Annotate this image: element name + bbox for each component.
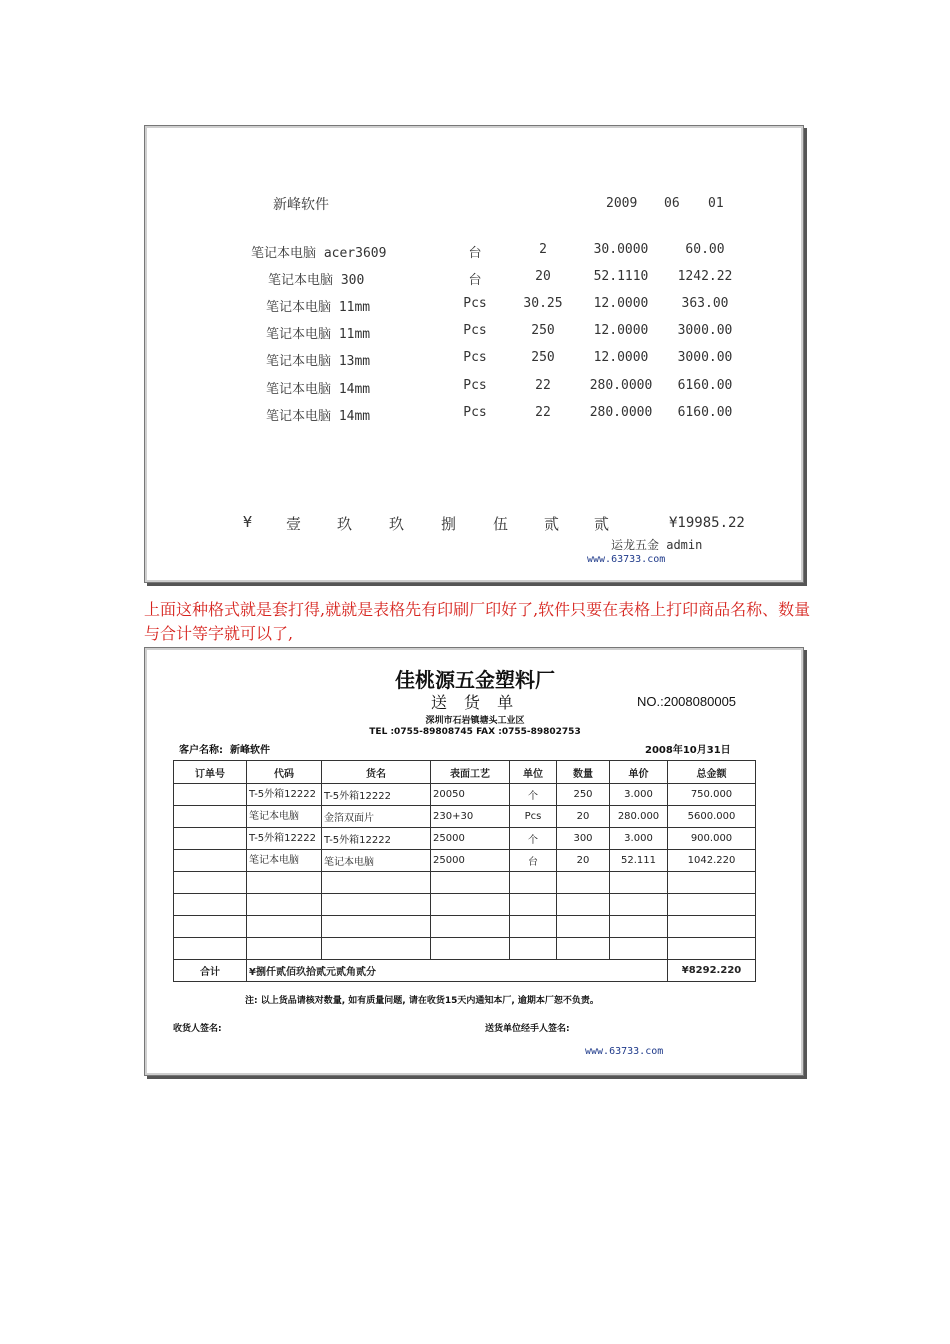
column-header: 数量 bbox=[557, 761, 610, 784]
column-header: 货名 bbox=[322, 761, 431, 784]
printout-total-amount: ¥19985.22 bbox=[669, 515, 745, 531]
column-header: 总金额 bbox=[668, 761, 756, 784]
table-cell: 230+30 bbox=[431, 806, 510, 828]
printout-item-price: 12.0000 bbox=[593, 323, 649, 338]
table-cell bbox=[510, 938, 557, 960]
table-cell bbox=[557, 872, 610, 894]
table-cell: T-5外箱12222 bbox=[247, 784, 322, 806]
table-cell: 笔记本电脑 bbox=[247, 850, 322, 872]
delivery-customer bbox=[179, 741, 270, 756]
table-cell: 900.000 bbox=[668, 828, 756, 850]
printout-item-amount: 6160.00 bbox=[677, 378, 733, 393]
printout-item-name: 笔记本电脑 14mm bbox=[266, 409, 371, 424]
printout-item-unit: Pcs bbox=[463, 378, 487, 393]
table-cell: 笔记本电脑 bbox=[322, 850, 431, 872]
printout-total-char: 贰 bbox=[594, 515, 610, 533]
table-row bbox=[174, 784, 756, 806]
printout-item-name: 笔记本电脑 13mm bbox=[266, 354, 371, 369]
table-cell bbox=[668, 916, 756, 938]
table-cell: 25000 bbox=[431, 850, 510, 872]
delivery-note: 注: 以上货品请核对数量, 如有质量问题, 请在收货15天内通知本厂, 逾期本厂恕不负责。 bbox=[245, 996, 599, 1006]
total-label: 合计 bbox=[174, 960, 247, 982]
printout-item-name: 笔记本电脑 300 bbox=[268, 273, 365, 288]
table-cell bbox=[174, 872, 247, 894]
printout-total-char: 玖 bbox=[337, 515, 353, 533]
table-cell bbox=[610, 938, 668, 960]
table-cell bbox=[557, 938, 610, 960]
printout-item-price: 52.1110 bbox=[593, 269, 649, 284]
printout-item-amount: 1242.22 bbox=[677, 269, 733, 284]
table-row bbox=[174, 850, 756, 872]
table-cell bbox=[610, 916, 668, 938]
printout-total-char: 伍 bbox=[493, 515, 509, 533]
total-in-words: ¥捌仟贰佰玖拾贰元贰角贰分 bbox=[247, 960, 668, 982]
table-cell: 300 bbox=[557, 828, 610, 850]
table-cell bbox=[431, 894, 510, 916]
table-cell bbox=[557, 916, 610, 938]
printout-total-char: 贰 bbox=[544, 515, 560, 533]
caption-text: 上面这种格式就是套打得,就就是表格先有印刷厂印好了,软件只要在表格上打印商品名称、数量与合计等字就可以了, bbox=[144, 600, 811, 643]
table-cell: 3.000 bbox=[610, 784, 668, 806]
printout-item-unit: Pcs bbox=[463, 350, 487, 365]
table-cell: 5600.000 bbox=[668, 806, 756, 828]
table-cell bbox=[557, 894, 610, 916]
printout-item-qty: 22 bbox=[535, 405, 551, 420]
table-cell bbox=[510, 916, 557, 938]
table-cell bbox=[610, 872, 668, 894]
column-header: 单价 bbox=[610, 761, 668, 784]
delivery-date: 2008年10月31日 bbox=[645, 745, 731, 756]
printout-item-amount: 3000.00 bbox=[677, 350, 733, 365]
printout-url: www.63733.com bbox=[587, 554, 666, 565]
printout-total-char: 捌 bbox=[441, 515, 457, 533]
table-cell: 20 bbox=[557, 806, 610, 828]
table-cell: 3.000 bbox=[610, 828, 668, 850]
delivery-subtitle: 送 货 单 bbox=[430, 693, 520, 712]
table-row bbox=[174, 938, 756, 960]
printout-item-qty: 20 bbox=[535, 269, 551, 284]
printout-company: 新峰软件 bbox=[273, 197, 329, 213]
printout-item-qty: 250 bbox=[531, 350, 555, 365]
table-cell: T-5外箱12222 bbox=[322, 828, 431, 850]
table-cell: 笔记本电脑 bbox=[247, 806, 322, 828]
total-amount: ¥8292.220 bbox=[668, 960, 756, 982]
table-cell bbox=[247, 894, 322, 916]
table-cell: 52.111 bbox=[610, 850, 668, 872]
table-cell bbox=[322, 916, 431, 938]
printout-item-name: 笔记本电脑 11mm bbox=[266, 300, 371, 315]
printout-item-price: 12.0000 bbox=[593, 350, 649, 365]
table-cell: 280.000 bbox=[610, 806, 668, 828]
table-cell bbox=[431, 872, 510, 894]
table-row bbox=[174, 806, 756, 828]
table-cell: 20050 bbox=[431, 784, 510, 806]
table-cell: 20 bbox=[557, 850, 610, 872]
table-cell bbox=[174, 784, 247, 806]
printout-item-amount: 363.00 bbox=[681, 296, 729, 311]
delivery-url: www.63733.com bbox=[585, 1046, 664, 1057]
printout-item-amount: 3000.00 bbox=[677, 323, 733, 338]
delivery-table bbox=[173, 760, 756, 982]
printout-date-day: 01 bbox=[708, 196, 724, 211]
table-cell bbox=[510, 872, 557, 894]
customer-name: 新峰软件 bbox=[229, 745, 270, 756]
printout-total-char: 壹 bbox=[286, 515, 302, 533]
preprinted-form-screenshot bbox=[144, 125, 804, 583]
table-cell: 25000 bbox=[431, 828, 510, 850]
printout-item-name: 笔记本电脑 14mm bbox=[266, 382, 371, 397]
printout-item-price: 280.0000 bbox=[589, 405, 653, 420]
column-header: 单位 bbox=[510, 761, 557, 784]
table-cell bbox=[510, 894, 557, 916]
table-cell bbox=[431, 916, 510, 938]
receiver-signature-label: 收货人签名: bbox=[173, 1024, 222, 1034]
table-header-row bbox=[174, 761, 756, 784]
table-cell bbox=[668, 894, 756, 916]
table-cell bbox=[431, 938, 510, 960]
printout-item-qty: 30.25 bbox=[523, 296, 563, 311]
table-row bbox=[174, 872, 756, 894]
printout-item-qty: 2 bbox=[539, 242, 547, 257]
printout-item-unit: Pcs bbox=[463, 296, 487, 311]
table-cell: 个 bbox=[510, 784, 557, 806]
table-cell bbox=[174, 938, 247, 960]
delivery-title: 佳桃源五金塑料厂 bbox=[395, 668, 555, 692]
column-header: 代码 bbox=[247, 761, 322, 784]
printout-total-char: 玖 bbox=[389, 515, 405, 533]
table-cell bbox=[668, 938, 756, 960]
printout-item-name: 笔记本电脑 acer3609 bbox=[251, 246, 387, 261]
printout-item-price: 280.0000 bbox=[589, 378, 653, 393]
table-cell: 1042.220 bbox=[668, 850, 756, 872]
table-cell bbox=[247, 872, 322, 894]
printout-item-price: 12.0000 bbox=[593, 296, 649, 311]
printout-total-char: ¥ bbox=[243, 513, 253, 531]
table-cell bbox=[247, 916, 322, 938]
printout-item-name: 笔记本电脑 11mm bbox=[266, 327, 371, 342]
table-cell bbox=[610, 894, 668, 916]
table-cell: 个 bbox=[510, 828, 557, 850]
table-cell: Pcs bbox=[510, 806, 557, 828]
column-header: 订单号 bbox=[174, 761, 247, 784]
delivery-note-screenshot bbox=[144, 647, 804, 1076]
delivery-tel-fax: TEL :0755-89808745 FAX :0755-89802753 bbox=[369, 727, 581, 737]
table-row bbox=[174, 828, 756, 850]
printout-item-qty: 22 bbox=[535, 378, 551, 393]
printout-footer: 运龙五金 admin bbox=[611, 538, 703, 552]
table-total-row bbox=[174, 960, 756, 982]
table-cell: 金箔双面片 bbox=[322, 806, 431, 828]
table-cell bbox=[174, 806, 247, 828]
customer-label: 客户名称: bbox=[179, 745, 223, 756]
printout-item-unit: Pcs bbox=[463, 405, 487, 420]
table-cell bbox=[247, 938, 322, 960]
table-cell: T-5外箱12222 bbox=[247, 828, 322, 850]
table-row bbox=[174, 894, 756, 916]
table-cell bbox=[668, 872, 756, 894]
printout-item-amount: 60.00 bbox=[685, 242, 725, 257]
table-cell bbox=[174, 850, 247, 872]
sender-signature-label: 送货单位经手人签名: bbox=[485, 1024, 570, 1034]
table-cell bbox=[174, 916, 247, 938]
table-cell bbox=[322, 894, 431, 916]
delivery-number: NO.:2008080005 bbox=[637, 694, 737, 709]
table-cell: 250 bbox=[557, 784, 610, 806]
printout-item-amount: 6160.00 bbox=[677, 405, 733, 420]
table-cell bbox=[322, 872, 431, 894]
printout-item-price: 30.0000 bbox=[593, 242, 649, 257]
printout-date-month: 06 bbox=[664, 196, 680, 211]
table-cell bbox=[322, 938, 431, 960]
printout-date-year: 2009 bbox=[606, 196, 638, 211]
printout-item-qty: 250 bbox=[531, 323, 555, 338]
table-row bbox=[174, 916, 756, 938]
printout-item-unit: 台 bbox=[468, 246, 482, 261]
printout-item-unit: 台 bbox=[468, 273, 482, 288]
table-cell: 台 bbox=[510, 850, 557, 872]
table-cell: T-5外箱12222 bbox=[322, 784, 431, 806]
table-cell bbox=[174, 894, 247, 916]
table-cell: 750.000 bbox=[668, 784, 756, 806]
delivery-address: 深圳市石岩镇塘头工业区 bbox=[425, 716, 525, 726]
column-header: 表面工艺 bbox=[431, 761, 510, 784]
table-cell bbox=[174, 828, 247, 850]
printout-item-unit: Pcs bbox=[463, 323, 487, 338]
